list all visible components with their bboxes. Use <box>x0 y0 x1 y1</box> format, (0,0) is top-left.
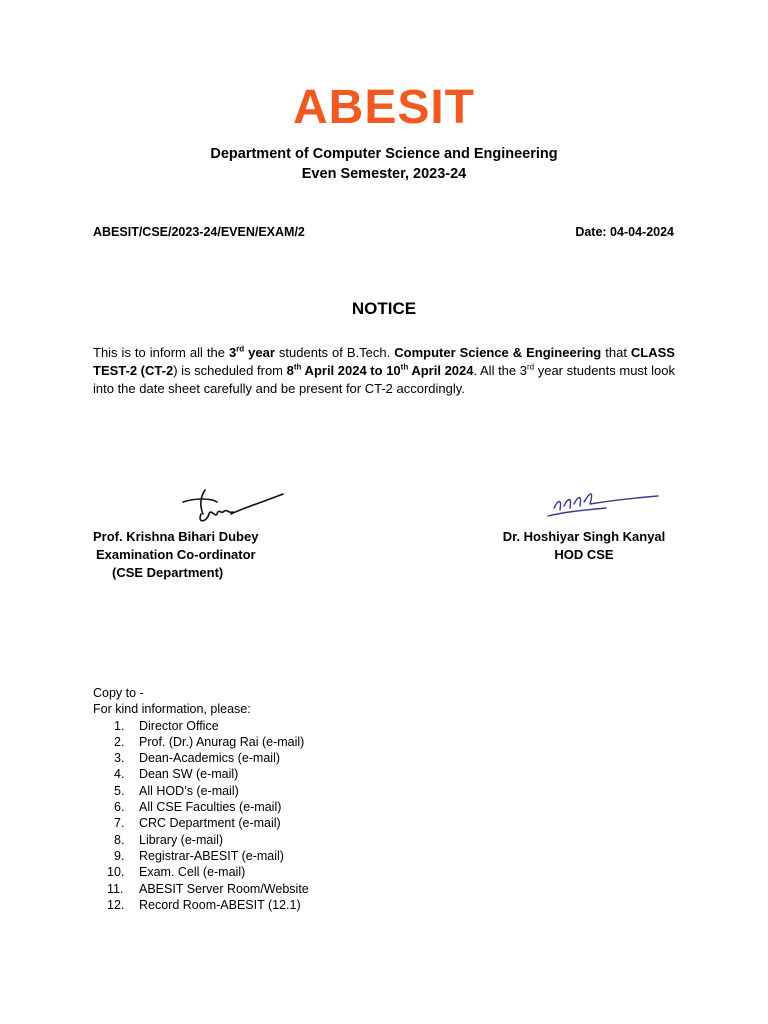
list-item: 3. Dean-Academics (e-mail) <box>114 751 281 766</box>
signatory-right-details <box>494 528 674 564</box>
copy-subheading: For kind information, please: <box>93 702 251 717</box>
list-item: 4. Dean SW (e-mail) <box>114 767 239 782</box>
list-item: 8. Library (e-mail) <box>114 832 224 847</box>
semester-label: Even Semester, 2023-24 <box>301 166 467 182</box>
signatory-right-role: HOD CSE <box>554 547 614 562</box>
list-item: 6. All CSE Faculties (e-mail) <box>114 800 282 815</box>
notice-body: This is to inform all the 3rd year students of B.Tech. Computer Science & Engineering that CLASS TEST-2 (CT-2) is scheduled from 8th April 2024 to 10th April 2024. All the 3rd year students must look into the date sheet carefully and be present for CT-2 accordingly. <box>93 344 676 396</box>
test-highlight: CLASS TEST-2 (CT-2 <box>93 345 675 378</box>
copy-heading: Copy to - <box>93 686 144 700</box>
signature-right-image <box>524 486 704 528</box>
list-item: 5. All HOD’s (e-mail) <box>114 783 239 798</box>
signature-left-image <box>143 484 323 528</box>
list-item: 12. Record Room-ABESIT (12.1) <box>107 897 301 912</box>
list-item: 7. CRC Department (e-mail) <box>114 816 281 831</box>
copy-to-section <box>93 685 309 913</box>
notice-date: Date: 04-04-2024 <box>575 225 674 239</box>
reference-number: ABESIT/CSE/2023-24/EVEN/EXAM/2 <box>93 225 305 239</box>
list-item: 11. ABESIT Server Room/Website <box>107 881 309 896</box>
schedule-highlight: 8th April 2024 to 10th April 2024 <box>286 362 474 378</box>
list-item: 2. Prof. (Dr.) Anurag Rai (e-mail) <box>114 734 305 749</box>
copy-list <box>93 718 309 914</box>
signatory-left-details <box>93 528 273 582</box>
institution-logo: ABESIT <box>292 81 475 134</box>
department-header <box>0 144 768 184</box>
signatory-left-role: Examination Co-ordinator <box>96 547 256 562</box>
signatory-left-name: Prof. Krishna Bihari Dubey <box>93 529 259 544</box>
list-item: 1. Director Office <box>114 718 219 733</box>
signatory-left <box>93 484 273 582</box>
list-item: 10. Exam. Cell (e-mail) <box>107 865 246 880</box>
notice-title: NOTICE <box>351 299 417 318</box>
branch-highlight: Computer Science & Engineering <box>394 345 602 360</box>
signatory-right <box>494 486 674 564</box>
signatory-right-name: Dr. Hoshiyar Singh Kanyal <box>502 529 666 544</box>
signatory-left-dept: (CSE Department) <box>112 565 224 580</box>
year-highlight: 3rd year <box>228 344 275 360</box>
list-item: 9. Registrar-ABESIT (e-mail) <box>114 848 284 863</box>
department-name: Department of Computer Science and Engineering <box>210 146 558 162</box>
